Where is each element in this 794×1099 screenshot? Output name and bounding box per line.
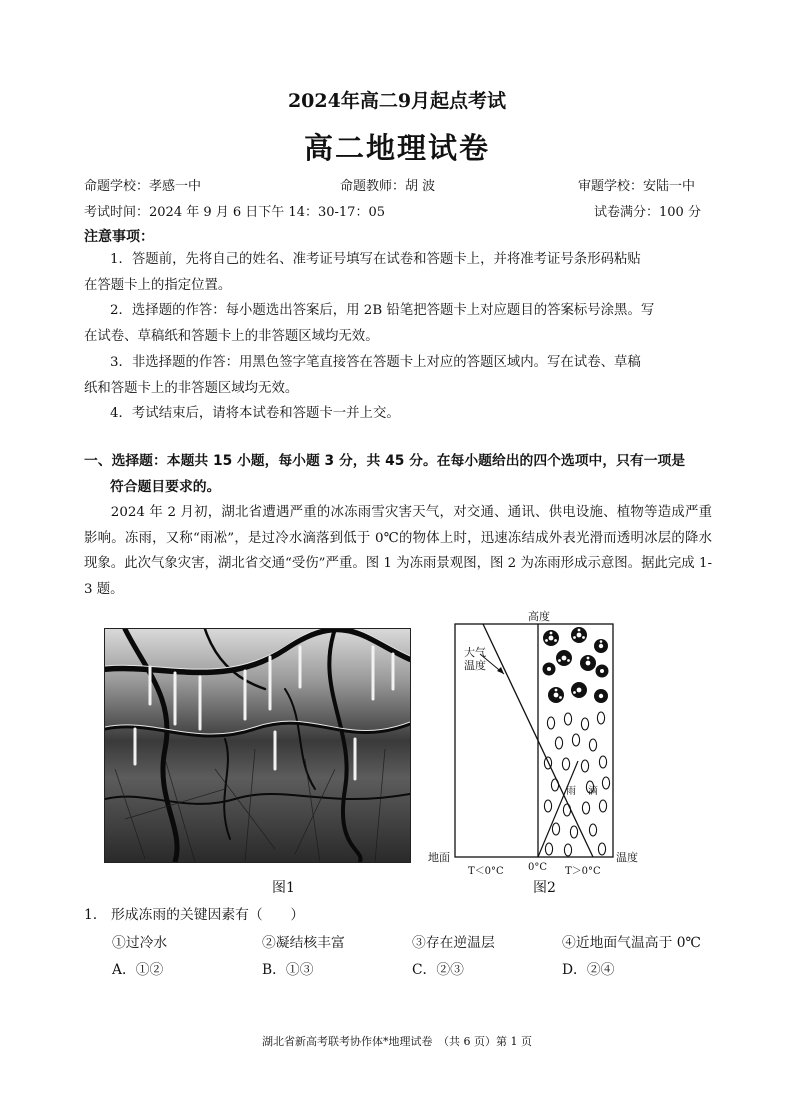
- freezing-rain-photo: [104, 628, 411, 863]
- notice-item-4-line: 4．考试结束后，请将本试卷和答题卡一并上交。: [110, 406, 400, 421]
- notice-item-3-line2: 纸和答题卡上的非答题区域均无效。: [84, 380, 299, 396]
- reviewer-school: 审题学校：安陆一中: [578, 179, 696, 194]
- raindrop-label-1: 雨: [566, 786, 576, 797]
- notice-item-3-line1: 3．非选择题的作答：用黑色签字笔直接答在答题卡上对应的答题区域内。写在试卷、草稿: [110, 355, 641, 370]
- air-temperature-label-line2: 温度: [464, 659, 486, 672]
- question1-item: ①过冷水: [112, 935, 168, 951]
- setter-school: 命题学校：孝感一中: [84, 179, 202, 194]
- notice-item-4: [84, 401, 712, 427]
- section1-heading: [84, 448, 720, 500]
- option-d[interactable]: D．②④: [562, 962, 615, 978]
- raindrops: [544, 712, 609, 856]
- exam-time: 考试时间：2024 年 9 月 6 日下午 14：30-17：05: [84, 205, 385, 220]
- option-a[interactable]: A．①②: [112, 962, 164, 978]
- notice-item-1: [84, 247, 712, 298]
- air-temperature-label: [464, 646, 486, 672]
- option-b[interactable]: B．①③: [262, 962, 314, 978]
- notice-item-2-line1: 2．选择题的作答：每小题选出答案后，用 2B 铅笔把答题卡上对应题目的答案标号涂黑。写: [110, 303, 655, 318]
- question1-item: ②凝结核丰富: [262, 935, 345, 951]
- exam-title: 2024年高二9月起点考试: [287, 90, 507, 112]
- ground-label: 地面: [428, 851, 450, 864]
- option-c[interactable]: C．②③: [412, 962, 464, 978]
- question1-stem: 1. 形成冻雨的关键因素有（ ）: [84, 907, 305, 923]
- notice-item-2: [84, 298, 712, 349]
- subject-title: 高二地理试卷: [303, 131, 490, 165]
- passage: 2024 年 2 月初，湖北省遭遇严重的冰冻雨雪灾害天气，对交通、通讯、供电设施、植物等造成严重影响。冻雨，又称“雨凇”，是过冷水滴落到低于 0℃的物体上时，迅速冻结成外表光滑而透明冰层的降水现象。此次气象灾害，湖北省交通“受伤”严重。图 1 为冻雨景观图，图 2 为冻雨形成示意图。据此完成 1-3 题。: [84, 505, 712, 597]
- above-zero-label: T＞0°C: [565, 866, 601, 877]
- section1-heading-line2: 符合题目要求的。: [110, 479, 221, 495]
- notice-heading: 注意事项：: [84, 229, 154, 245]
- notice-item-1-line1: 1．答题前，先将自己的姓名、准考证号填写在试卷和答题卡上，并将准考证号条形码粘贴: [110, 252, 641, 267]
- question1-item: ④近地面气温高于 0℃: [562, 935, 701, 951]
- snowflakes: [543, 627, 609, 703]
- raindrop-label-2: 滴: [588, 786, 598, 797]
- inversion-line: [538, 761, 578, 857]
- notice-item-2-line2: 在试卷、草稿纸和答题卡上的非答题区域均无效。: [84, 328, 379, 344]
- setter-teacher: 命题教师：胡 波: [340, 179, 436, 194]
- page-footer: 湖北省新高考联考协作体*地理试卷 （共 6 页）第 1 页: [262, 1035, 532, 1048]
- notice-item-3: [84, 350, 712, 401]
- zero-label: 0°C: [528, 862, 548, 873]
- figure2-caption: 图2: [533, 880, 556, 896]
- height-axis-label: 高度: [528, 610, 550, 623]
- leader-arrowhead: [497, 667, 504, 674]
- question1-item: ③存在逆温层: [412, 935, 495, 951]
- notice-item-1-line2: 在答题卡上的指定位置。: [84, 277, 232, 293]
- section1-heading-line1: 一、选择题：本题共 15 小题，每小题 3 分，共 45 分。在每小题给出的四个选项中，只有一项是: [84, 453, 686, 469]
- below-zero-label: T＜0°C: [468, 866, 504, 877]
- temperature-axis-label: 温度: [616, 851, 638, 864]
- air-temperature-label-line1: 大气: [464, 646, 486, 659]
- figure1-caption: 图1: [272, 880, 295, 896]
- freezing-rain-diagram: [428, 606, 668, 877]
- photo-illustration: [105, 629, 410, 862]
- full-score: 试卷满分：100 分: [594, 205, 701, 220]
